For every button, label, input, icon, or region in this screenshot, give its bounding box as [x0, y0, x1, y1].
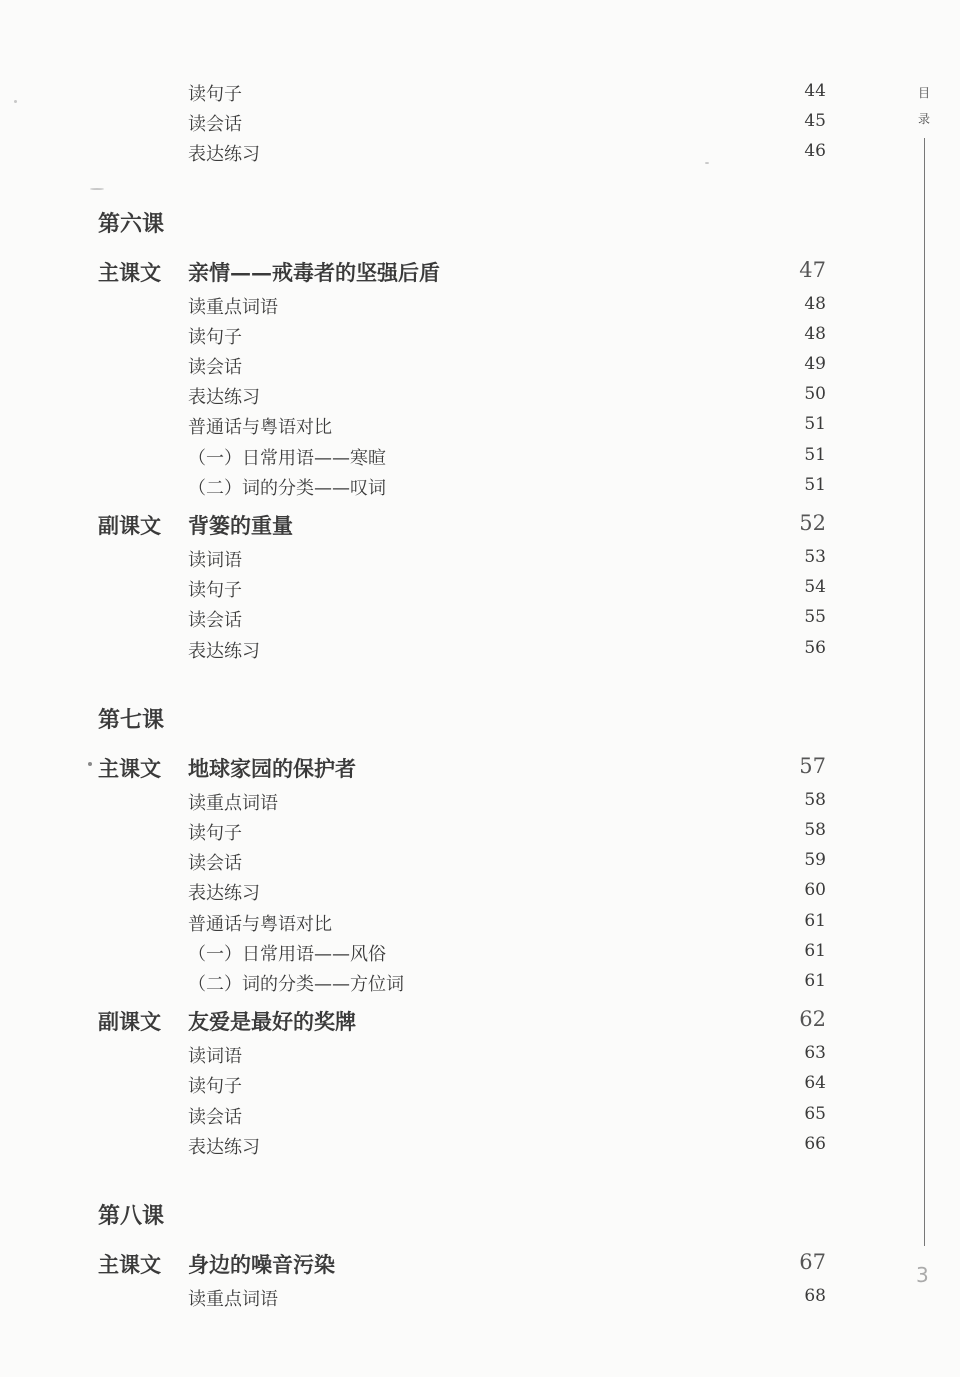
lesson-heading: 第八课	[98, 1203, 165, 1229]
page-ref: 51	[804, 474, 826, 495]
scan-speck	[88, 762, 92, 766]
section-link[interactable]: 读句子	[188, 1076, 242, 1098]
scan-speck	[705, 162, 709, 164]
page-ref: 66	[804, 1133, 826, 1154]
scan-speck	[90, 188, 104, 190]
section-link[interactable]: 表达练习	[188, 387, 260, 409]
section-link[interactable]: 表达练习	[188, 883, 260, 905]
page-ref: 58	[804, 820, 826, 840]
section-link[interactable]: 读会话	[188, 1106, 242, 1128]
section-link[interactable]: 读会话	[188, 853, 242, 875]
page-ref: 61	[804, 910, 826, 931]
text-category-label: 主课文	[98, 259, 161, 285]
page-ref: 49	[804, 354, 826, 374]
section-link[interactable]: 读句子	[188, 580, 242, 602]
page-ref: 52	[799, 511, 826, 535]
text-title-link[interactable]: 亲情——戒毒者的坚强后盾	[188, 259, 440, 285]
section-link[interactable]: 表达练习	[188, 640, 260, 662]
page-ref: 48	[804, 323, 826, 344]
page-ref: 51	[804, 444, 826, 465]
page-ref: 45	[804, 111, 826, 132]
section-link[interactable]: 读词语	[188, 1046, 242, 1068]
page-ref: 55	[804, 607, 826, 628]
section-link[interactable]: 普通话与粤语对比	[188, 417, 332, 439]
section-link[interactable]: 表达练习	[188, 1136, 260, 1158]
page-ref: 53	[804, 547, 826, 567]
page-ref: 51	[804, 414, 826, 435]
lesson-heading: 第七课	[98, 706, 165, 733]
section-title: 目录	[917, 86, 930, 126]
page-ref: 54	[804, 577, 826, 598]
text-title-link[interactable]: 背篓的重量	[188, 513, 293, 538]
page-ref: 61	[804, 940, 826, 961]
page-ref: 67	[799, 1250, 826, 1274]
section-link[interactable]: （二）词的分类——叹词	[188, 477, 386, 499]
page-number: 3	[916, 1263, 929, 1287]
section-link[interactable]: （一）日常用语——寒暄	[188, 447, 386, 469]
section-link[interactable]: 读会话	[188, 610, 242, 632]
page-ref: 44	[804, 81, 826, 101]
section-link[interactable]: 读句子	[188, 84, 242, 105]
section-link[interactable]: 读会话	[188, 357, 242, 378]
section-link[interactable]: 读会话	[188, 114, 242, 136]
page-ref: 65	[804, 1103, 826, 1124]
page-ref: 50	[804, 384, 826, 405]
page-ref: 61	[804, 971, 826, 991]
side-rule	[924, 138, 925, 1246]
text-category-label: 主课文	[98, 1252, 161, 1277]
section-link[interactable]: 读词语	[188, 550, 242, 571]
page-ref: 47	[799, 257, 826, 282]
text-title-link[interactable]: 地球家园的保护者	[188, 755, 356, 781]
lesson-heading: 第六课	[98, 210, 165, 237]
page-ref: 63	[804, 1043, 826, 1064]
section-link[interactable]: 读重点词语	[188, 1289, 278, 1310]
text-title-link[interactable]: 身边的噪音污染	[188, 1252, 335, 1277]
section-link[interactable]: 读句子	[188, 823, 242, 844]
page-ref: 58	[804, 789, 826, 810]
section-link[interactable]: 普通话与粤语对比	[188, 913, 332, 935]
section-link[interactable]: 读重点词语	[188, 296, 278, 318]
page-ref: 59	[804, 850, 826, 871]
text-category-label: 主课文	[98, 755, 161, 781]
section-link[interactable]: 表达练习	[188, 144, 260, 166]
scan-speck	[14, 100, 17, 103]
page-ref: 48	[804, 293, 826, 314]
section-link[interactable]: 读重点词语	[188, 792, 278, 814]
page-ref: 62	[799, 1007, 826, 1032]
text-category-label: 副课文	[98, 1009, 161, 1035]
page-ref: 46	[804, 141, 826, 162]
section-link[interactable]: （二）词的分类——方位词	[188, 974, 404, 995]
page-ref: 56	[804, 637, 826, 658]
section-link[interactable]: （一）日常用语——风俗	[188, 943, 386, 965]
text-category-label: 副课文	[98, 513, 161, 538]
page-ref: 68	[804, 1286, 826, 1306]
page-ref: 60	[804, 880, 826, 901]
section-link[interactable]: 读句子	[188, 326, 242, 348]
page-ref: 57	[799, 753, 826, 778]
page-ref: 64	[804, 1073, 826, 1094]
text-title-link[interactable]: 友爱是最好的奖牌	[188, 1009, 356, 1035]
